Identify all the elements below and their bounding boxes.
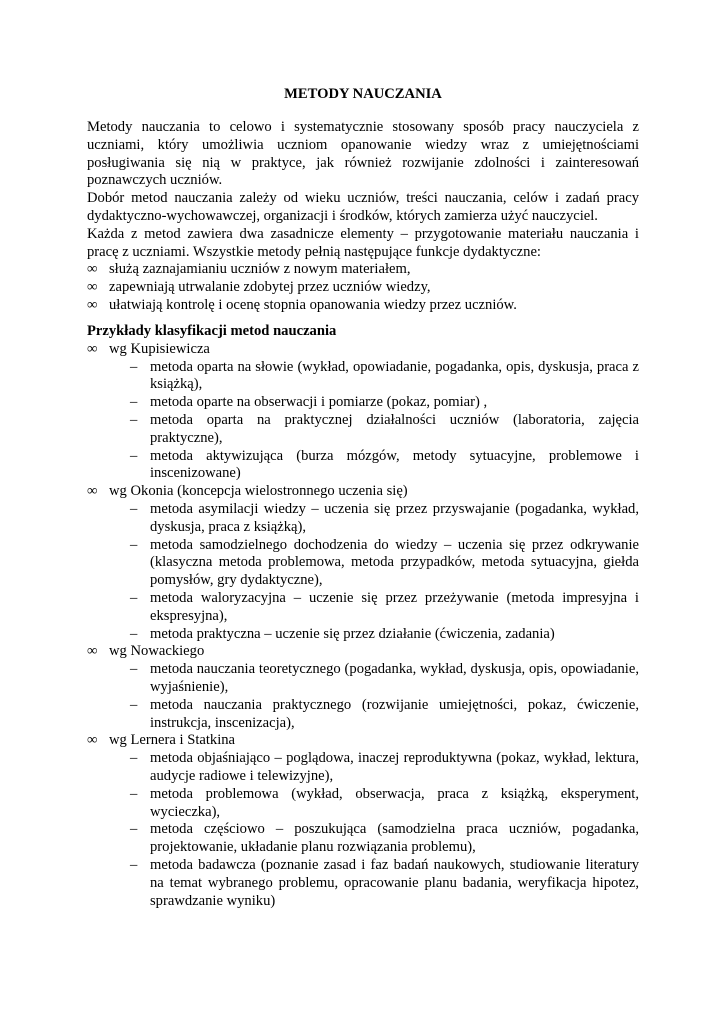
list-item: ∞ zapewniają utrwalanie zdobytej przez uczniów wiedzy, bbox=[87, 279, 431, 296]
list-item: – metoda praktyczna – uczenie się przez działanie (ćwiczenia, zadania) bbox=[130, 625, 555, 642]
dash-bullet-icon: – bbox=[130, 785, 138, 802]
group-label: wg Nowackiego bbox=[109, 643, 205, 660]
infinity-bullet-icon: ∞ bbox=[87, 732, 98, 749]
infinity-bullet-icon: ∞ bbox=[87, 340, 98, 357]
list-item: – metoda aktywizująca (burza mózgów, metody sytuacyjne, problemowe i inscenizowane) bbox=[130, 447, 639, 482]
dash-bullet-icon: – bbox=[130, 536, 138, 553]
intro-paragraph-1: Metody nauczania to celowo i systematycznie stosowany sposób pracy nauczyciela z uczniami, który umożliwia uczniom opanowanie wiedzy wraz z umiejętnościami posługiwania się nią w praktyce, jak również rozwijanie zdolności i zainteresowań poznawczych uczniów. bbox=[87, 119, 639, 189]
intro-paragraph-3: Każda z metod zawiera dwa zasadnicze elementy – przygotowanie materiału nauczania i pracę z uczniami. Wszystkie metody pełnią następujące funkcje dydaktyczne: bbox=[87, 225, 639, 260]
infinity-bullet-icon: ∞ bbox=[87, 643, 98, 660]
infinity-bullet-icon: ∞ bbox=[87, 279, 98, 296]
dash-bullet-icon: – bbox=[130, 358, 138, 375]
classification-group bbox=[87, 341, 639, 359]
list-item: – metoda nauczania teoretycznego (pogadanka, wykład, dyskusja, opis, opowiadanie, wyjaśnienie), bbox=[130, 661, 639, 695]
infinity-bullet-icon: ∞ bbox=[87, 261, 98, 278]
list-item: ∞ służą zaznajamianiu uczniów z nowym materiałem, bbox=[87, 261, 411, 278]
classification-group bbox=[87, 643, 639, 661]
dash-bullet-icon: – bbox=[130, 856, 138, 873]
dash-bullet-icon: – bbox=[130, 411, 138, 428]
functions-list bbox=[87, 261, 639, 314]
dash-bullet-icon: – bbox=[130, 394, 138, 411]
list-item: – metoda oparta na praktycznej działalności uczniów (laboratoria, zajęcia praktyczne), bbox=[130, 411, 639, 446]
list-item: – metoda nauczania praktycznego (rozwijanie umiejętności, pokaz, ćwiczenie, instrukcja, inscenizacja), bbox=[130, 696, 639, 731]
dash-bullet-icon: – bbox=[130, 447, 138, 464]
section-heading: Przykłady klasyfikacji metod nauczania bbox=[87, 323, 337, 339]
intro-paragraph-2: Dobór metod nauczania zależy od wieku uczniów, treści nauczania, celów i zadań pracy dydaktyczno-wychowawczej, organizacji i środków, których zamierza użyć nauczyciel. bbox=[87, 190, 639, 224]
list-item: – metoda badawcza (poznanie zasad i faz badań naukowych, studiowanie literatury na temat wybranego problemu, opracowanie planu badania, weryfikacja hipotez, sprawdzanie wyniku) bbox=[130, 856, 639, 909]
group-label: wg Okonia (koncepcja wielostronnego uczenia się) bbox=[109, 483, 408, 500]
list-item: – metoda samodzielnego dochodzenia do wiedzy – uczenia się przez odkrywanie (klasyczna metoda problemowa, metoda przypadków, metoda sytuacyjna, giełda pomysłów, gry dydaktyczne), bbox=[130, 536, 639, 589]
dash-bullet-icon: – bbox=[130, 625, 138, 642]
list-item: – metoda problemowa (wykład, obserwacja, praca z książką, eksperyment, wycieczka), bbox=[130, 785, 639, 820]
list-item: – metoda asymilacji wiedzy – uczenia się przez przyswajanie (pogadanka, wykład, dyskusja, praca z książką), bbox=[130, 500, 639, 535]
dash-bullet-icon: – bbox=[130, 589, 138, 606]
group-label: wg Lernera i Statkina bbox=[109, 732, 236, 749]
infinity-bullet-icon: ∞ bbox=[87, 296, 98, 313]
list-item: – metoda objaśniająco – poglądowa, inaczej reproduktywna (pokaz, wykład, lektura, audycje radiowe i telewizyjne), bbox=[130, 750, 639, 784]
classification-group bbox=[87, 483, 639, 501]
list-item: – metoda częściowo – poszukująca (samodzielna praca uczniów, pogadanka, projektowanie, układanie planu rozwiązania problemu), bbox=[130, 821, 639, 856]
group-label: wg Kupisiewicza bbox=[109, 340, 210, 357]
dash-bullet-icon: – bbox=[130, 661, 138, 678]
classification-section bbox=[87, 323, 639, 910]
dash-bullet-icon: – bbox=[130, 750, 138, 767]
list-item: – metoda waloryzacyjna – uczenie się przez przeżywanie (metoda impresyjna i ekspresyjna), bbox=[130, 589, 639, 624]
infinity-bullet-icon: ∞ bbox=[87, 483, 98, 500]
dash-bullet-icon: – bbox=[130, 696, 138, 713]
intro-section bbox=[87, 119, 639, 315]
dash-bullet-icon: – bbox=[130, 500, 138, 517]
list-item: – metoda oparte na obserwacji i pomiarze (pokaz, pomiar) , bbox=[130, 394, 488, 411]
dash-bullet-icon: – bbox=[130, 821, 138, 838]
classification-group bbox=[87, 732, 639, 750]
page-title: METODY NAUCZANIA bbox=[284, 86, 442, 102]
list-item: – metoda oparta na słowie (wykład, opowiadanie, pogadanka, opis, dyskusja, praca z książką), bbox=[130, 358, 639, 393]
list-item: ∞ ułatwiają kontrolę i ocenę stopnia opanowania wiedzy przez uczniów. bbox=[87, 296, 517, 313]
